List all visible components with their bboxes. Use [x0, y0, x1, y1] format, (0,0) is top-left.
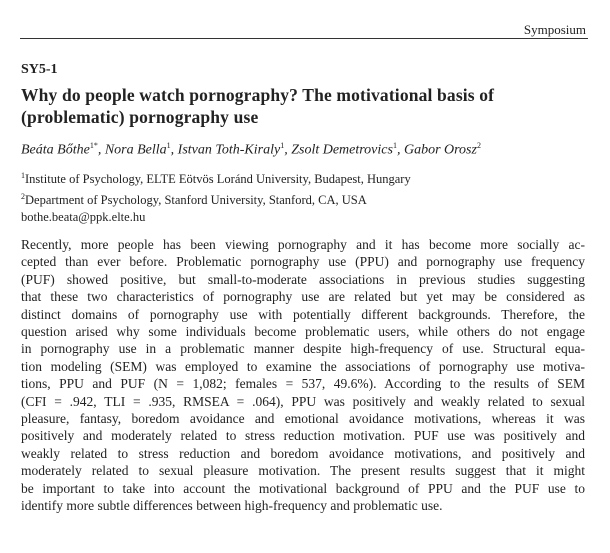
abstract-line: identify more subtle differences between high-frequency and problematic use.: [21, 498, 443, 514]
author-sup: 1: [166, 141, 171, 150]
author-sup: 1: [392, 141, 397, 150]
author-list: Beáta Bőthe$^{1*}$, Nora Bella$^1$, Istvan Toth-Kiraly$^1$, Zsolt Demetrovics$^1$, Gabor Orosz$^2$: [21, 141, 481, 158]
abstract-line: tions, PPU and PUF (N = 1,082; females = 537, 49.6%). According to the results of SEM: [21, 376, 585, 392]
abstract-line: pleasure, fantasy, boredom avoidance and emotional avoidance motivations, whereas it was: [21, 411, 585, 427]
author-name: Nora Bella: [104, 142, 167, 158]
author-sup: 1: [280, 141, 285, 150]
abstract-line: question arised why some individuals become problematic users, while others do not engage: [21, 324, 585, 340]
abstract-line: that these two characteristics of pornography use are related but yet may be considered as: [21, 289, 585, 305]
author-sup: 1*: [89, 141, 98, 150]
affiliation-text: Department of Psychology, Stanford University, Stanford, CA, USA: [25, 193, 367, 208]
abstract-line: be important to take into account the motivational background of PPU and the PUF use to: [21, 480, 585, 496]
abstract-line: (CFI = .942, TLI = .935, RMSEA = .064), PPU was positively and weakly related to sexual: [21, 393, 585, 409]
header-rule: [20, 38, 588, 39]
author-name: Gabor Orosz: [403, 142, 477, 158]
affiliation: [21, 167, 411, 188]
abstract-line: Recently, more people has been viewing pornography and it has become more socially ac-: [21, 237, 585, 252]
title-line: Why do people watch pornography? The motivational basis of: [21, 85, 495, 105]
author-name: Beáta Bőthe: [21, 142, 90, 158]
abstract-line: (PUF) showed positive, but small-to-moderate associations in previous studies suggesting: [21, 271, 585, 287]
abstract-line: moderately related to sexual pleasure motivation. The present results suggest that it might: [21, 463, 585, 479]
paper-code: SY5-1: [21, 62, 58, 77]
paper-title: [21, 84, 581, 128]
abstract-line: positively and moderately related to stress reduction motivation. PUF use was positively and: [21, 428, 585, 444]
affiliation-sup: 2: [21, 192, 25, 202]
abstract-line: in pornography use in a problematic manner despite high-frequency of use. Structural equa-: [21, 341, 585, 357]
abstract: [21, 236, 585, 515]
affiliations: [21, 167, 411, 226]
author-name: Istvan Toth-Kiraly: [177, 142, 281, 158]
email: bothe.beata@ppk.elte.hu: [21, 210, 146, 225]
abstract-line: cepted than ever before. Problematic pornography use (PPU) and pornography use frequency: [21, 254, 585, 270]
author-name: Zsolt Demetrovics: [291, 142, 393, 158]
section-label: Symposium: [523, 22, 586, 37]
abstract-line: tion modeling (SEM) was employed to examine the associations of pornography use motiva-: [21, 358, 585, 374]
abstract-line: distinct domains of pornography use with potentially different backgrounds. Therefore, the: [21, 306, 585, 322]
affiliation-text: Institute of Psychology, ELTE Eötvös Loránd University, Budapest, Hungary: [25, 172, 411, 187]
title-line: (problematic) pornography use: [21, 107, 259, 127]
author-sup: 2: [476, 141, 481, 150]
affiliation: [21, 188, 411, 209]
abstract-line: weakly related to stress reduction and boredom avoidance motivations, and positively and: [21, 445, 585, 461]
affiliation-sup: 1: [21, 171, 25, 180]
